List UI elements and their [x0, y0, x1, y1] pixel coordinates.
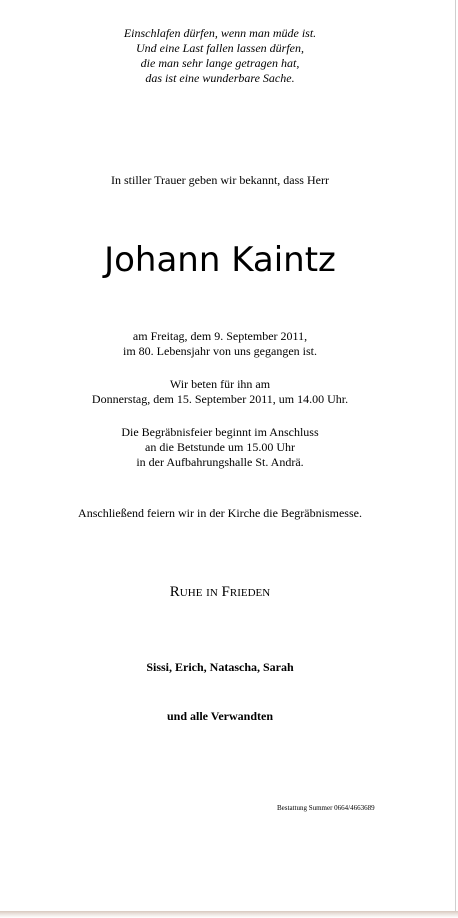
relatives: [0, 709, 440, 724]
death-details: [0, 329, 440, 359]
funeral-line: Die Begräbnisfeier beginnt im Anschluss: [121, 425, 319, 439]
prayer-details: [0, 377, 440, 407]
mass-details: [0, 506, 440, 521]
poem-line: Und eine Last fallen lassen dürfen,: [136, 41, 304, 55]
poem: [0, 26, 440, 86]
page-shadow: [0, 911, 458, 918]
mourners: [0, 660, 440, 675]
funeral-line: in der Aufbahrungshalle St. Andrä.: [136, 455, 304, 469]
funeral-line: an die Betstunde um 15.00 Uhr: [145, 440, 295, 454]
death-line: im 80. Lebensjahr von uns gegangen ist.: [123, 344, 317, 358]
announcement-intro: [0, 173, 440, 188]
rest-in-peace-text: Ruhe in Frieden: [169, 584, 271, 600]
deceased-name: [0, 236, 440, 284]
deceased-name-text: Johann Kaintz: [104, 240, 336, 280]
funeral-details: [0, 425, 440, 470]
mourners-text: Sissi, Erich, Natascha, Sarah: [146, 660, 294, 674]
poem-line: das ist eine wunderbare Sache.: [145, 71, 295, 85]
poem-line: Einschlafen dürfen, wenn man müde ist.: [123, 26, 317, 40]
rest-in-peace: [0, 582, 440, 602]
relatives-text: und alle Verwandten: [166, 709, 274, 723]
intro-text: In stiller Trauer geben wir bekannt, dass Herr: [111, 173, 329, 187]
mass-line: Anschließend feiern wir in der Kirche die Begräbnismesse.: [78, 506, 362, 520]
poem-line: die man sehr lange getragen hat,: [140, 56, 300, 70]
death-line: am Freitag, dem 9. September 2011,: [132, 329, 308, 343]
prayer-line: Wir beten für ihn am: [169, 377, 271, 391]
undertaker-contact: Bestattung Summer 0664/4663689: [277, 804, 375, 812]
prayer-line: Donnerstag, dem 15. September 2011, um 14.00 Uhr.: [91, 392, 349, 406]
